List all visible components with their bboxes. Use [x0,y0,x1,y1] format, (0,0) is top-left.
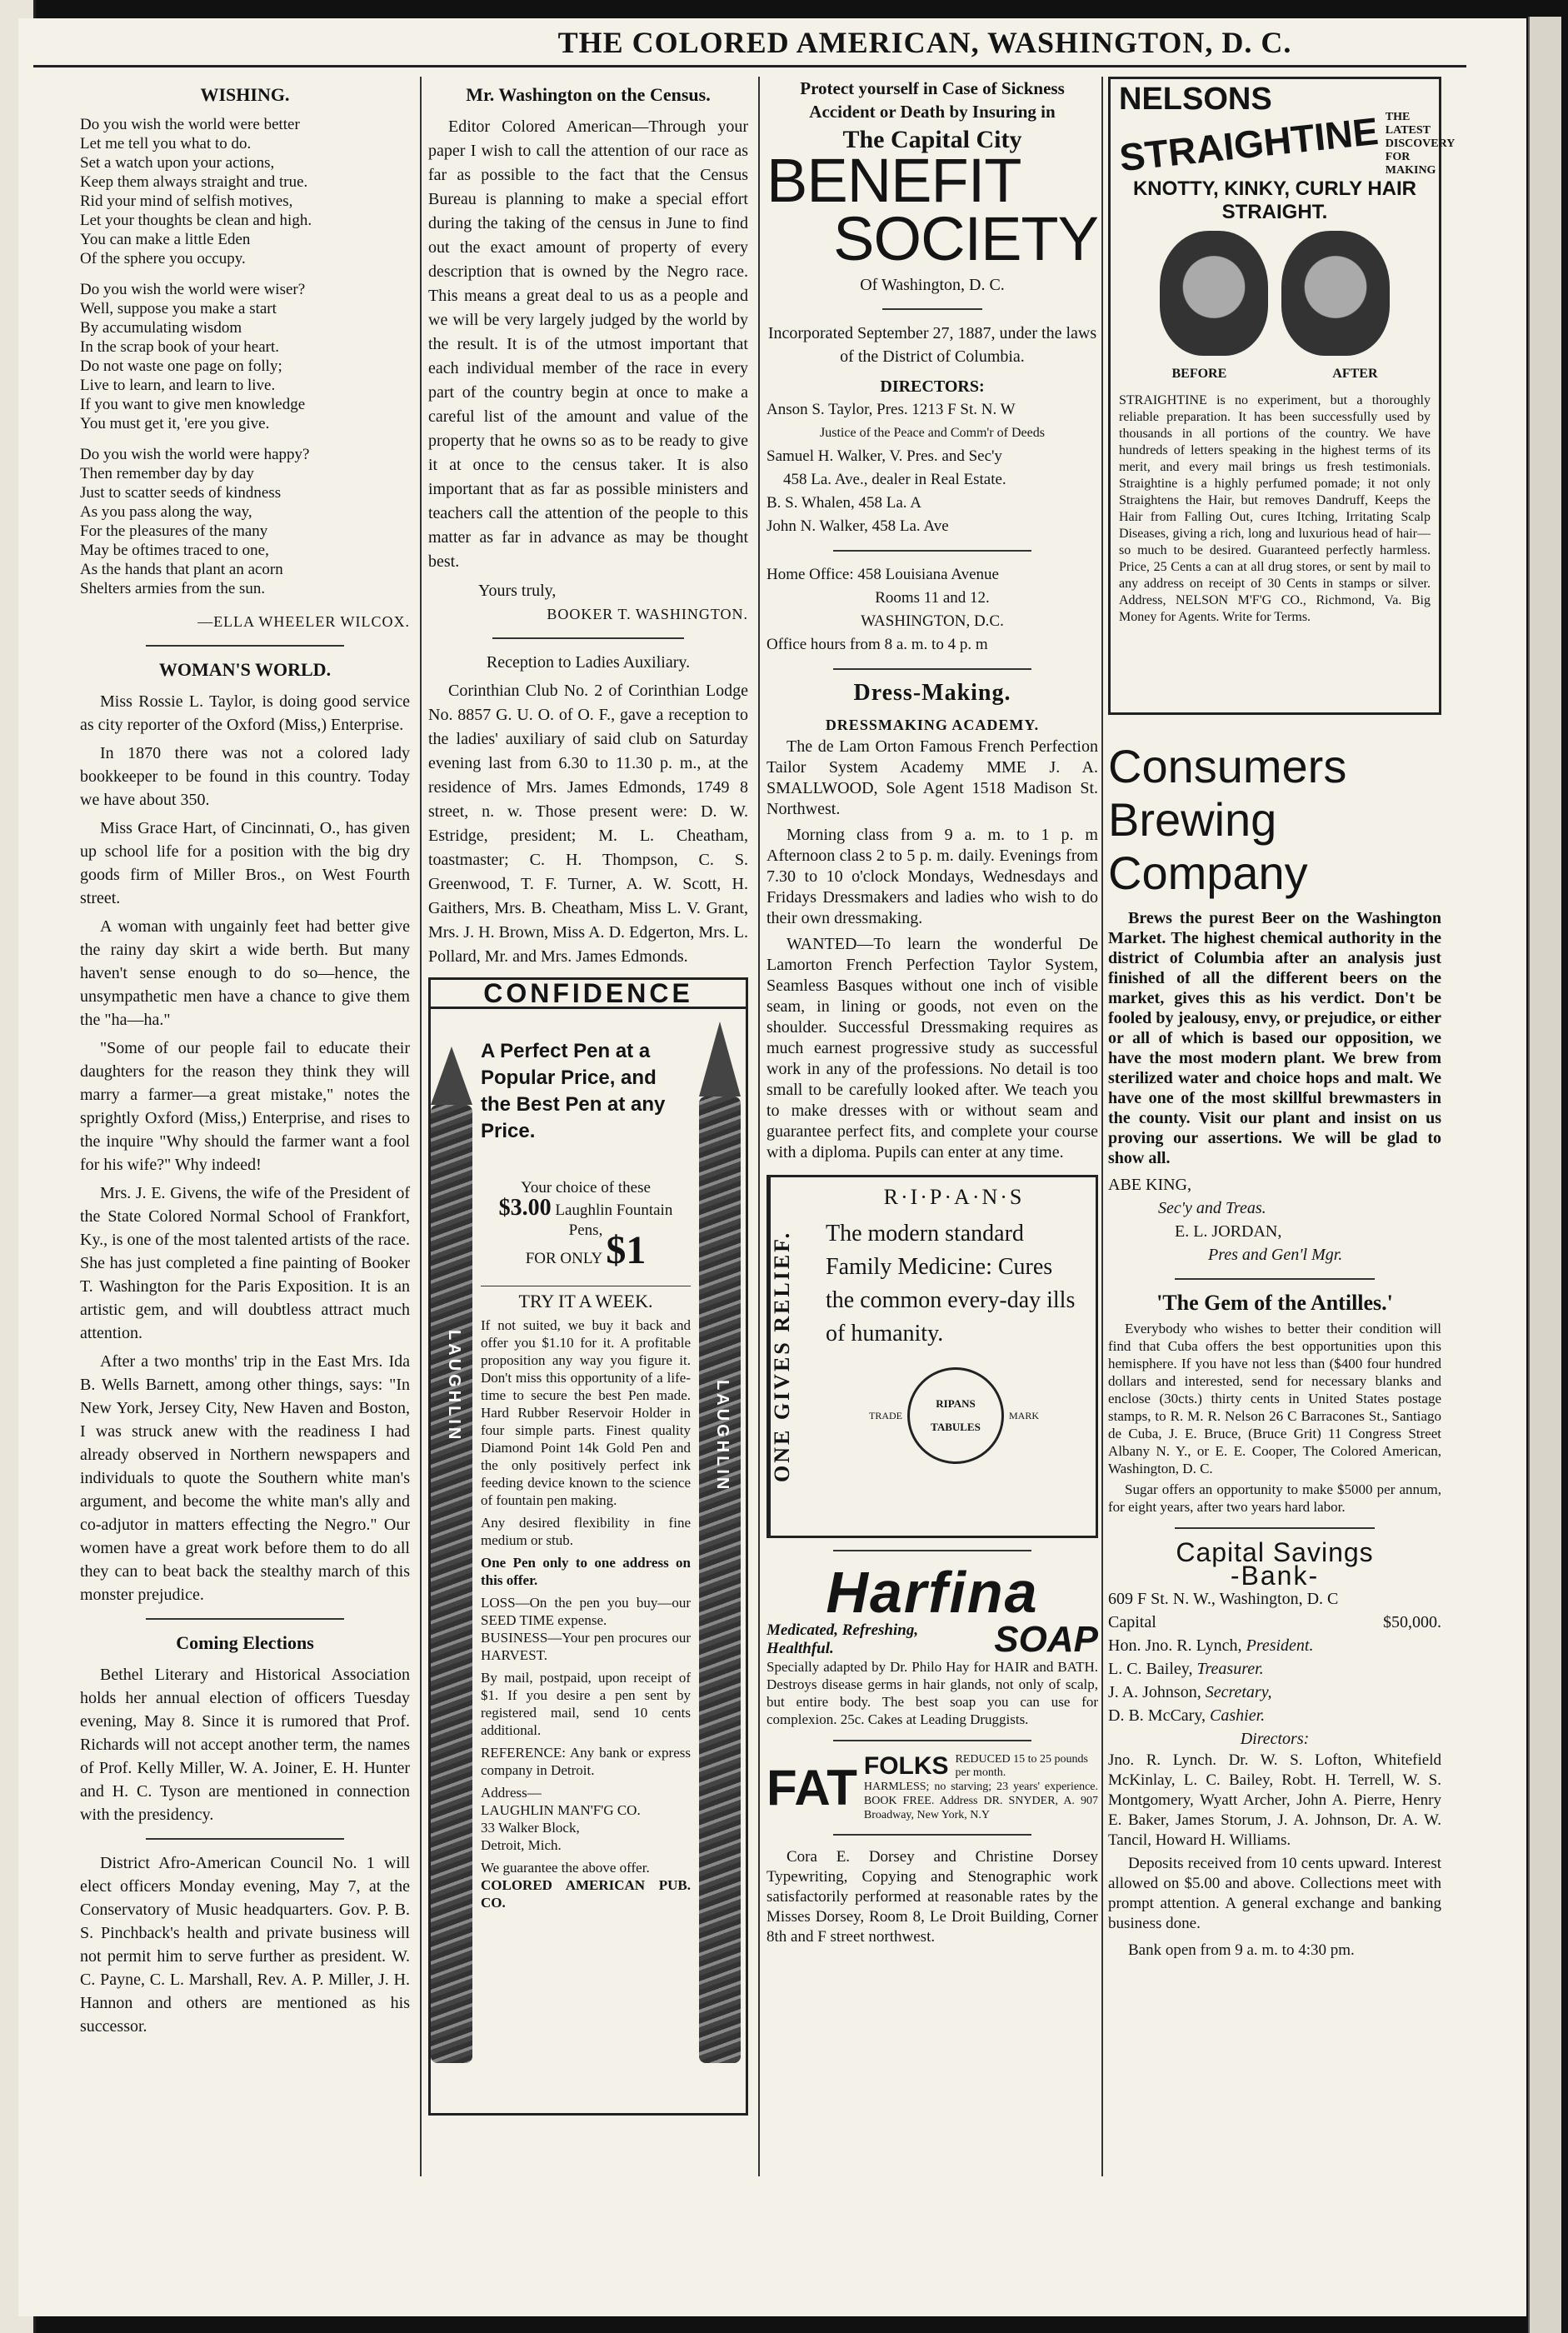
article-paragraph: "Some of our people fail to educate their daughters for the reason they think they will marry a farmer—a great mistake," notes the sprightly Oxford (Miss,) Enterprise, and rises to the inquire "Why should the farmer want a fool for his wife?" Why indeed! [80,1039,410,1174]
capital-savings-ad [1108,1537,1441,1962]
section-title: Reception to Ladies Auxiliary. [486,653,691,672]
ripans-side-text: ONE GIVES RELIEF. [769,1177,812,1536]
before-after-illustration [1119,231,1431,356]
poem-line: Keep them always straight and true. [80,173,308,191]
divider [882,308,981,310]
fat-copy: HARMLESS; no starving; 23 years' experience. BOOK FREE. Address DR. SNYDER, A. 907 Broadway, New York, N.Y [863,1781,1098,1821]
divider [833,668,1032,670]
article-paragraph: Morning class from 9 a. m. to 1 p. m Afternoon class 2 to 5 p. m. daily. Evenings from 7.30 to 10 o'clock Mondays, Wednesdays and Fridays Dressmakers and ladies who wish to do their own dressmaking. [767,826,1098,927]
ad-address: 33 Walker Block, [481,1820,580,1836]
officer-name: Hon. Jno. R. Lynch, [1108,1636,1242,1655]
bank-subtitle: -Bank- [1230,1561,1320,1591]
before-label: BEFORE [1171,367,1227,381]
city: WASHINGTON, D.C. [861,612,1004,630]
before-portrait-image [1160,231,1268,356]
consumers-officer-title: Pres and Gen'l Mgr. [1208,1246,1343,1264]
consumers-brewing-ad [1108,740,1441,1266]
masthead: THE COLORED AMERICAN, WASHINGTON, D. C. [557,26,1292,59]
nelson-knotty: KNOTTY, KINKY, CURLY HAIR STRAIGHT. [1132,177,1417,223]
letter-signature: BOOKER T. WASHINGTON. [547,606,748,622]
article-paragraph: Mrs. J. E. Givens, the wife of the President of the State Colored Normal School of Frankfort, Ky., is one of the most talented artists of the race. She has just completed a fine painting of Booker T. Washington for the Paris Exposition. It is an artistic gem, and will doubtless attract much attention. [80,1184,410,1342]
consumers-title: Consumers [1108,740,1347,792]
right-page-edge [1528,17,1561,2333]
gem-sugar: Sugar offers an opportunity to make $5000 per annum, for eight years, after two years hard labor. [1108,1481,1441,1515]
divider [833,1834,1032,1836]
ad-body: LOSS—On the pen you buy—our SEED TIME expense. [481,1595,691,1628]
poem-stanza [80,280,410,433]
directors-title: DIRECTORS: [880,377,985,396]
article-paragraph: Miss Rossie L. Taylor, is doing good service as city reporter of the Oxford (Miss,) Enterprise. [80,692,410,734]
trade-label: TRADE [868,1410,902,1421]
laughlin-pen-ad [428,977,748,2116]
new-price: $1 [606,1228,647,1272]
poem-line: Then remember day by day [80,465,254,482]
divider [1175,1527,1375,1529]
bank-deposits: Deposits received from 10 cents upward. Interest allowed on $5.00 and above. Collections meet with prompt attention. A general exchange and banking business done. [1108,1855,1441,1932]
ad-address: Detroit, Mich. [481,1837,562,1853]
poem-line: You must get it, 'ere you give. [80,415,270,432]
poem-title: WISHING. [200,84,290,105]
divider [833,1550,1032,1551]
bank-address: 609 F St. N. W., Washington, D. C [1108,1590,1339,1608]
director-line: Justice of the Peace and Comm'r of Deeds [820,426,1045,440]
ripans-ad [767,1175,1098,1538]
article-paragraph: After a two months' trip in the East Mrs. Ida B. Wells Barnett, among other things, says: "In New York, Jersey City, New Haven and Boston, I was struck anew with the readiness I had already observed in Northern newspapers and individuals to quote the Southern white man's argument, and become the white man's ally and co-adjutor in matters effecting the Negro." Our women have a great work before them to do all they can to beat back the stealthy march of this monster prejudice. [80,1352,410,1604]
ad-title: CONFIDENCE [431,980,746,1009]
ad-location: Of Washington, D. C. [860,276,1005,294]
nelson-straightine-ad [1108,77,1455,715]
harfina-soap: SOAP [994,1619,1098,1660]
section-title: Coming Elections [176,1632,314,1653]
pen-type: Laughlin Fountain Pens, [555,1201,673,1239]
pen-label: LAUGHLIN [713,1380,732,1493]
ad-headline: A Perfect Pen at a Popular Price, and the Best Pen at any Price. [481,1040,666,1142]
director-line: 458 La. Ave., dealer in Real Estate. [783,471,1006,488]
ad-body: If not suited, we buy it back and offer you $1.10 for it. A profitable proposition any way you figure it. Don't miss this opportunity of a life-time to secure the best Pen made. Hard Rubber Reservoir Holder in four simple parts. Finest quality Diamond Point 14k Gold Pen and the only positively perfect ink feeding device known to the science of fountain pen making. [481,1317,691,1508]
section-subtitle: DRESSMAKING ACADEMY. [825,717,1040,733]
consumers-title: Company [1108,847,1308,899]
poem-line: As the hands that plant an acorn [80,561,283,578]
ad-body: Any desired flexibility in fine medium or stub. [481,1515,691,1548]
harfina-tagline: Medicated, Refreshing, Healthful. [767,1621,919,1657]
ripans-logo-icon: RIPANS TABULES [907,1367,1004,1464]
rooms: Rooms 11 and 12. [875,589,990,607]
officer-name: J. A. Johnson, [1108,1683,1201,1701]
poem-line: By accumulating wisdom [80,319,242,337]
pen-nib-icon [699,1022,741,1097]
poem-line: If you want to give men knowledge [80,396,306,413]
director-line: B. S. Whalen, 458 La. A [767,494,921,512]
officer-title: Secretary, [1205,1683,1272,1701]
poem-line: Set a watch upon your actions, [80,154,275,172]
harfina-copy: Specially adapted by Dr. Philo Hay for HAIR and BATH. Destroys disease germs in hair glands, not only of scalp, but entire body. The best soap you can use for complexion. 25c. Cakes at Leading Druggists. [767,1659,1098,1727]
section-title: Dress-Making. [853,680,1011,706]
divider [833,1740,1032,1741]
article-paragraph: Miss Grace Hart, of Cincinnati, O., has given up school life for a position with the big dry goods firm of Miller Bros., on West Fourth street. [80,819,410,907]
fountain-pen-image [431,1105,472,2063]
article-paragraph: District Afro-American Council No. 1 will elect officers Monday evening, May 7, at the Conservatory of Music headquarters. Gov. P. B. S. Pinchback's health and private business will not permit him to serve further as president. W. C. Payne, C. L. Marshall, Rev. A. P. Miller, J. H. Hannon and others are mentioned as his successor. [80,1854,410,2036]
ad-body: By mail, postpaid, upon receipt of $1. If you desire a pen sent by registered mail, send 10 cents additional. [481,1670,691,1738]
article-paragraph: WANTED—To learn the wonderful De Lamorton French Perfection Taylor System, Seamless Basques without one inch of visible seam, in lining or goods, not even on the shoulder. Successful Dressmaking requires as much earnest progressive study as successful work in any of the professions. No detail is too small to be carefully looked after. We teach you to make dresses with or without seam and guarantee perfect fits, and complete your course with a diploma. Pupils can enter at any time. [767,935,1098,1162]
officer-name: D. B. McCary, [1108,1706,1206,1725]
ad-address-label: Address— [481,1785,542,1801]
column-rule [1101,77,1103,2176]
ripans-title: R·I·P·A·N·S [883,1185,1025,1209]
poem-line: Do you wish the world were better [80,116,300,133]
article-paragraph: Editor Colored American—Through your paper I wish to call the attention of our race as far as possible to the fact that the Census Bureau is planning to make a special effort during the taking of the census in June to find out the exact amount of property of every description that is owned by the Negro race. This means a great deal to us as a people and we will be very largely judged by the world by the result. It is of the utmost important that each individual member of the race in every part of the country begin at once to make a careful list of the amount and value of the property that he owns so as to be ready to give it at once to the census taker. It is also important that as far as possible ministers and teachers call the attention of the people to this matter as far in advance as may be thought best. [428,117,748,571]
consumers-officer-title: Sec'y and Treas. [1158,1199,1266,1217]
officer-title: Cashier. [1210,1706,1266,1725]
poem-stanza [80,115,410,268]
column-4 [1108,77,1455,1967]
poem-line: Rid your mind of selfish motives, [80,192,293,210]
poem-line: May be oftimes traced to one, [80,542,269,559]
gem-title: 'The Gem of the Antilles.' [1156,1291,1393,1315]
poem-line: As you pass along the way, [80,503,252,521]
officer-name: L. C. Bailey, [1108,1660,1193,1678]
poem-line: Shelters armies from the sun. [80,580,266,597]
capital-value: $50,000. [1383,1613,1441,1631]
nelson-title: NELSONS [1119,82,1272,117]
ad-guarantee: We guarantee the above offer. [481,1860,650,1876]
divider [1175,1278,1375,1280]
poem-line: Do not waste one page on folly; [80,357,282,375]
mark-label: MARK [1008,1410,1039,1421]
article-paragraph: In 1870 there was not a colored lady bookkeeper to be found in this country. Today we have about 350. [80,744,410,809]
director-line: Anson S. Taylor, Pres. 1213 F St. N. W [767,401,1016,418]
after-label: AFTER [1332,367,1378,381]
divider [492,637,684,639]
poem-line: In the scrap book of your heart. [80,338,280,356]
pen-nib-icon [431,1047,472,1105]
column-rule [758,77,760,2176]
poem [80,115,410,598]
consumers-officer: ABE KING, [1108,1176,1191,1194]
article-paragraph: Corinthian Club No. 2 of Corinthian Lodge No. 8857 G. U. O. of O. F., gave a reception to the ladies' auxiliary of said club on Saturday evening last from 6.30 to 11.30 p. m., at the residence of Mrs. James Edmonds, 1749 8 street, n. w. Those present were: D. W. Estridge, president; M. L. Cheatham, toastmaster; C. H. Thompson, C. S. Greenwood, T. F. Turner, A. W. Scott, H. Gaithers, Mrs. B. Cheatham, Miss L. V. Grant, Mrs. J. H. Brown, Miss A. D. Edgerton, Mrs. L. Pollard, Mr. and Mrs. James Edmonds. [428,682,748,966]
director-line: John N. Walker, 458 La. Ave [767,517,949,535]
try-heading: TRY IT A WEEK. [481,1286,691,1311]
column-1 [80,77,410,2043]
ripans-body [812,1177,1096,1536]
ripans-copy: The modern standard Family Medicine: Cures the common every-day ills of humanity. [826,1221,1076,1346]
bank-title: Capital Savings [1176,1537,1374,1567]
nelson-copy: STRAIGHTINE is no experiment, but a thoroughly reliable preparation. It has been successfully used by thousands in all portions of the country. We have hundreds of letters speaking in the highest terms of its merit, and every mail brings us fresh testimonials. Straightine is a highly perfumed pomade; it not only Straightens the Hair, but removes Dandruff, Keeps the Hair from Falling Out, cures Itching, Irritating Scalp Diseases, giving a rich, long and luxurious head of hair—so much to be desired. Guaranteed perfectly harmless. Price, 25 Cents a can at all drug stores, or sent by mail to any address on receipt of 30 Cents in stamps or silver. Address, NELSON M'F'G CO., Richmond, Va. Big Money for Agents. Write for Terms. [1119,393,1431,624]
ad-publisher: COLORED AMERICAN PUB. CO. [481,1877,691,1911]
section-title: WOMAN'S WORLD. [158,659,332,680]
after-portrait-image [1281,231,1390,356]
letter-closing: Yours truly, [478,582,557,600]
column-2 [428,77,748,2116]
pen-label: LAUGHLIN [445,1330,463,1443]
benefit-society-ad [767,77,1098,657]
consumers-title: Brewing [1108,793,1277,846]
fat-title: FAT [767,1759,857,1816]
society-heading: SOCIETY [833,204,1098,273]
officer-title: President. [1246,1636,1314,1655]
section-title: Mr. Washington on the Census. [466,84,711,105]
ad-body: REFERENCE: Any bank or express company in Detroit. [481,1745,691,1778]
consumers-officer: E. L. JORDAN, [1175,1222,1282,1241]
article-paragraph: Bethel Literary and Historical Association holds her annual election of officers Tuesday evening, May 8. Since it is rumored that Prof. Richards will not accept another term, the names of Prof. Kelly Miller, W. A. Joiner, E. H. Hunter and H. C. Tyson are mentioned in connection with the presidency. [80,1666,410,1824]
column-3 [767,77,1098,1952]
fat-reduced: REDUCED 15 to 25 pounds per month. [955,1753,1088,1779]
for-only: FOR ONLY [525,1250,602,1267]
ad-incorporated: Incorporated September 27, 1887, under the laws of the District of Columbia. [767,324,1097,366]
gem-copy: Everybody who wishes to better their condition will find that Cuba offers the best opportunities upon this hemisphere. If you have not less than ($400 four hundred dollars and interested, send for necessary blanks and enclose (30cts.) thirty cents in United States postage stamps, to R. M. R. Nelson 26 C Barracones St., Santiago de Cuba, J. E. Bruce, (Bruce Grit) 11 Congress Street Albany N. Y., or E. E. Cooper, The Colored American, Washington, D. C. [1108,1321,1441,1476]
poem-line: Let me tell you what to do. [80,135,252,152]
ripans-trademark [826,1367,1082,1464]
divider [146,1618,344,1620]
poem-line: For the pleasures of the many [80,522,268,540]
harfina-title: Harfina [826,1560,1039,1625]
fat-folks-ad [767,1753,1098,1822]
poem-line: Let your thoughts be clean and high. [80,212,312,229]
harfina-ad [767,1560,1098,1728]
fountain-pen-image [699,1097,741,2063]
old-price: $3.00 [498,1195,552,1221]
poem-line: Just to scatter seeds of kindness [80,484,282,502]
poem-line: Live to learn, and learn to live. [80,377,276,394]
folks-title: FOLKS [863,1752,949,1780]
director-line: Samuel H. Walker, V. Pres. and Sec'y [767,447,1002,465]
divider [833,550,1032,552]
poem-line: Do you wish the world were happy? [80,446,310,463]
gem-antilles-ad [1108,1291,1441,1516]
article-paragraph: The de Lam Orton Famous French Perfection Tailor System Academy MME J. A. SMALLWOOD, Sole Agent 1518 Madison St. Northwest. [767,737,1098,818]
masthead-rule [33,65,1466,67]
officer-title: Treasurer. [1196,1660,1264,1678]
ad-body: BUSINESS—Your pen procures our HARVEST. [481,1630,691,1663]
bank-hours: Bank open from 9 a. m. to 4:30 pm. [1128,1941,1355,1959]
dorsey-ad: Cora E. Dorsey and Christine Dorsey Typewriting, Copying and Stenographic work satisfactorily performed at reasonable rates by the Misses Dorsey, Room 8, Le Droit Building, Corner 8th and F street northwest. [767,1848,1098,1946]
ad-subtitle: The Capital City [842,126,1022,153]
poem-line: Well, suppose you make a start [80,300,277,317]
poem-line: You can make a little Eden [80,231,251,248]
ad-intro: Protect yourself in Case of Sickness Accident or Death by Insuring in [800,78,1065,122]
bank-directors: Jno. R. Lynch. Dr. W. S. Lofton, Whitefield McKinlay, L. C. Bailey, Robt. H. Terrell, W. S. Montgomery, Wyatt Archer, John A. Pierre, Henry E. Baker, James Storum, J. A. Johnson, Dr. A. W. Tancil, Howard H. Williams. [1108,1751,1441,1849]
poem-line: Do you wish the world were wiser? [80,281,306,298]
divider [146,1838,344,1840]
nelson-tagline: THE LATEST DISCOVERY FOR MAKING [1385,111,1455,177]
poem-stanza [80,445,410,598]
ad-body: One Pen only to one address on this offer. [481,1555,691,1588]
divider [146,645,344,647]
ad-choice: Your choice of these [521,1179,651,1196]
poem-line: Of the sphere you occupy. [80,250,246,267]
capital-label: Capital [1108,1613,1156,1631]
office-hours: Office hours from 8 a. m. to 4 p. m [767,636,988,653]
directors-label: Directors: [1240,1730,1310,1748]
straightine-logo: STRAIGHTINE [1117,108,1381,180]
home-office: Home Office: 458 Louisiana Avenue [767,566,999,583]
article-paragraph: A woman with ungainly feet had better give the rainy day skirt a wide berth. But many haven't sense enough to do so—hence, the unsympathetic men have a chance to give them the "ha—ha." [80,917,410,1029]
ad-copy [481,1038,691,1911]
poem-author: —ELLA WHEELER WILCOX. [197,613,410,630]
benefit-heading: BENEFIT [767,146,1021,215]
ad-address: LAUGHLIN MAN'F'G CO. [481,1802,641,1818]
consumers-copy: Brews the purest Beer on the Washington Market. The highest chemical authority in the district of Columbia after an analysis just finished of all the different beers on the market, gives this as his verdict. Don't be fooled by jealousy, envy, or prejudice, or either or all of which is based our opposition, we have the most modern plant. We brew from sterilized water and choice hops and malt. We have one of the most skillful brewmasters in the county. Visit our plant and insist on us proving our assertions. We will be glad to show all. [1108,909,1441,1167]
column-rule [420,77,422,2176]
